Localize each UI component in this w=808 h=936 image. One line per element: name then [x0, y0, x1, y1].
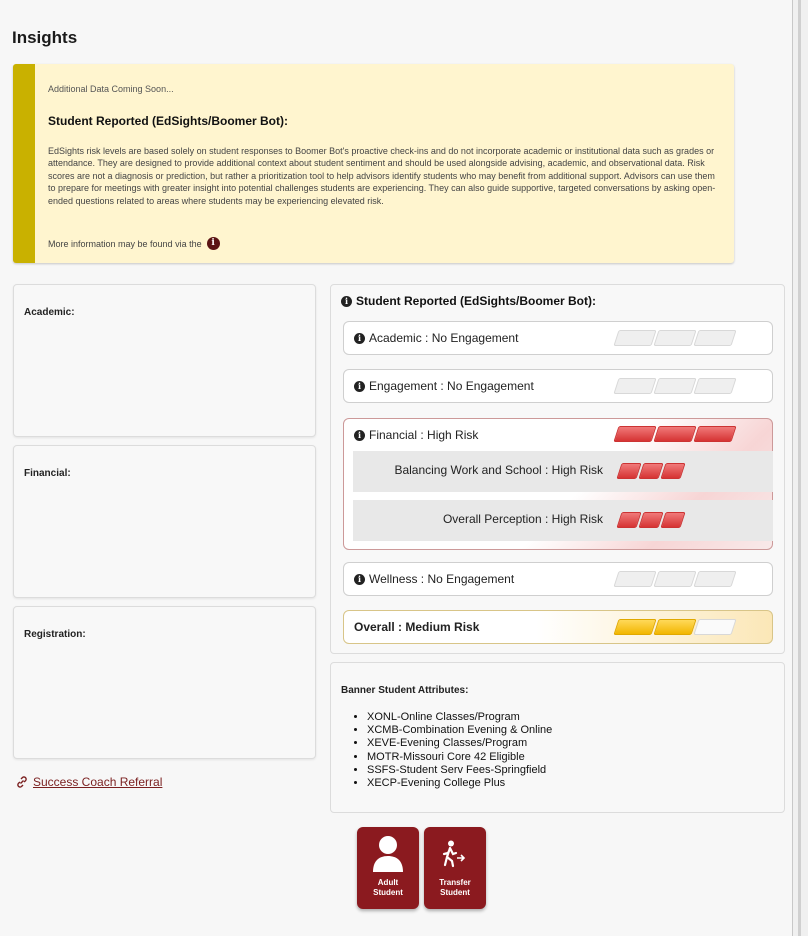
- info-icon[interactable]: i: [354, 574, 365, 585]
- notice-panel: [13, 64, 734, 263]
- meter-segment: [693, 330, 736, 346]
- risk-row-label: Engagement : No Engagement: [369, 379, 534, 393]
- info-icon[interactable]: i: [354, 381, 365, 392]
- link-icon: [15, 775, 29, 789]
- risk-meter: [616, 426, 734, 442]
- meter-segment: [616, 512, 641, 528]
- risk-meter: [619, 512, 683, 528]
- meter-segment: [693, 378, 736, 394]
- risk-row-wellness: [343, 562, 773, 596]
- adult-student-tile[interactable]: [357, 827, 419, 909]
- risk-meter: [616, 619, 734, 635]
- meter-segment: [613, 330, 656, 346]
- more-info-text: More information may be found via the: [48, 238, 202, 249]
- meter-segment: [613, 378, 656, 394]
- sub-row-label: Overall Perception : High Risk: [442, 512, 603, 526]
- referral-label: Success Coach Referral: [33, 775, 163, 789]
- registration-label: Registration:: [24, 629, 86, 640]
- risk-row-label: Wellness : No Engagement: [369, 572, 515, 586]
- transfer-student-tile[interactable]: [424, 827, 486, 909]
- list-item: • MOTR-Missouri Core 42 Eligible: [367, 751, 552, 764]
- financial-sub-row: [353, 451, 773, 492]
- scrollbar-thumb[interactable]: [798, 0, 801, 936]
- banner-title: Banner Student Attributes:: [341, 685, 469, 696]
- risk-meter: [616, 330, 734, 346]
- tile-label: [357, 878, 419, 898]
- info-icon[interactable]: i: [341, 296, 352, 307]
- overall-label: Overall : Medium Risk: [354, 620, 480, 634]
- meter-segment: [638, 512, 663, 528]
- academic-card: [13, 284, 316, 437]
- meter-segment: [653, 619, 696, 635]
- financial-card: [13, 445, 316, 598]
- notice-accent-bar: [13, 64, 35, 263]
- banner-attribute-list: [367, 711, 552, 790]
- meter-segment: [613, 426, 656, 442]
- meter-segment: [616, 463, 641, 479]
- risk-meter: [616, 378, 734, 394]
- academic-label: Academic:: [24, 307, 75, 318]
- risk-meter: [619, 463, 683, 479]
- meter-segment: [653, 330, 696, 346]
- info-icon[interactable]: i: [354, 430, 365, 441]
- notice-more-info: [48, 237, 220, 250]
- notice-title: Student Reported (EdSights/Boomer Bot):: [48, 114, 288, 128]
- student-reported-panel: [330, 284, 785, 654]
- banner-attributes-card: [330, 662, 785, 813]
- meter-segment: [660, 463, 685, 479]
- meter-segment: [613, 571, 656, 587]
- tile-label-line2: Student: [440, 888, 470, 897]
- list-item: • SSFS-Student Serv Fees-Springfield: [367, 764, 552, 777]
- risk-row-label: Academic : No Engagement: [369, 331, 519, 345]
- tile-label-line1: Transfer: [439, 878, 471, 887]
- risk-row-label: Financial : High Risk: [369, 428, 479, 442]
- risk-row-engagement: [343, 369, 773, 403]
- risk-row-academic: [343, 321, 773, 355]
- tile-label-line1: Adult: [377, 878, 399, 887]
- meter-segment: [613, 619, 656, 635]
- transfer-walk-icon: [442, 840, 468, 868]
- meter-segment: [693, 571, 736, 587]
- meter-segment: [638, 463, 663, 479]
- risk-row-overall: [343, 610, 773, 644]
- notice-body: EdSights risk levels are based solely on student responses to Boomer Bot's proactive check-ins and do not incorporate academic or institutional data such as grades or attendance. They are designed to provide additional context about student sentiment and should be used alongside advising, academic, and observational data. Risk scores are not a diagnosis or prediction, but rather a prioritization tool to help advisors identify students who may benefit from additional support. Advisors can use them to prepare for meetings with greater insight into potential challenges students are experiencing. They can also guide supportive, targeted conversations by asking open-ended questions related to areas where students may be experiencing elevated risk.: [48, 146, 716, 206]
- info-icon[interactable]: i: [207, 237, 220, 250]
- financial-label: Financial:: [24, 468, 71, 479]
- risk-panel-title: [341, 294, 596, 308]
- risk-panel-title-text: Student Reported (EdSights/Boomer Bot):: [356, 294, 596, 308]
- list-item: • XECP-Evening College Plus: [367, 777, 552, 790]
- meter-segment: [653, 378, 696, 394]
- tile-label: [424, 878, 486, 898]
- risk-row-financial: [343, 418, 773, 550]
- sub-row-label: Balancing Work and School : High Risk: [394, 463, 603, 477]
- person-icon: [371, 834, 405, 874]
- registration-card: [13, 606, 316, 759]
- list-item: • XONL-Online Classes/Program: [367, 711, 552, 724]
- list-item: • XCMB-Combination Evening & Online: [367, 724, 552, 737]
- meter-segment: [693, 426, 736, 442]
- notice-coming-soon: Additional Data Coming Soon...: [48, 84, 174, 94]
- page-title: Insights: [12, 28, 78, 47]
- meter-segment: [653, 426, 696, 442]
- scrollbar[interactable]: [792, 0, 808, 936]
- meter-segment: [660, 512, 685, 528]
- info-icon[interactable]: i: [354, 333, 365, 344]
- tile-label-line2: Student: [373, 888, 403, 897]
- meter-segment: [653, 571, 696, 587]
- meter-segment: [693, 619, 736, 635]
- list-item: • XEVE-Evening Classes/Program: [367, 737, 552, 750]
- financial-sub-row: [353, 500, 773, 541]
- success-coach-referral-link[interactable]: [15, 775, 162, 789]
- risk-meter: [616, 571, 734, 587]
